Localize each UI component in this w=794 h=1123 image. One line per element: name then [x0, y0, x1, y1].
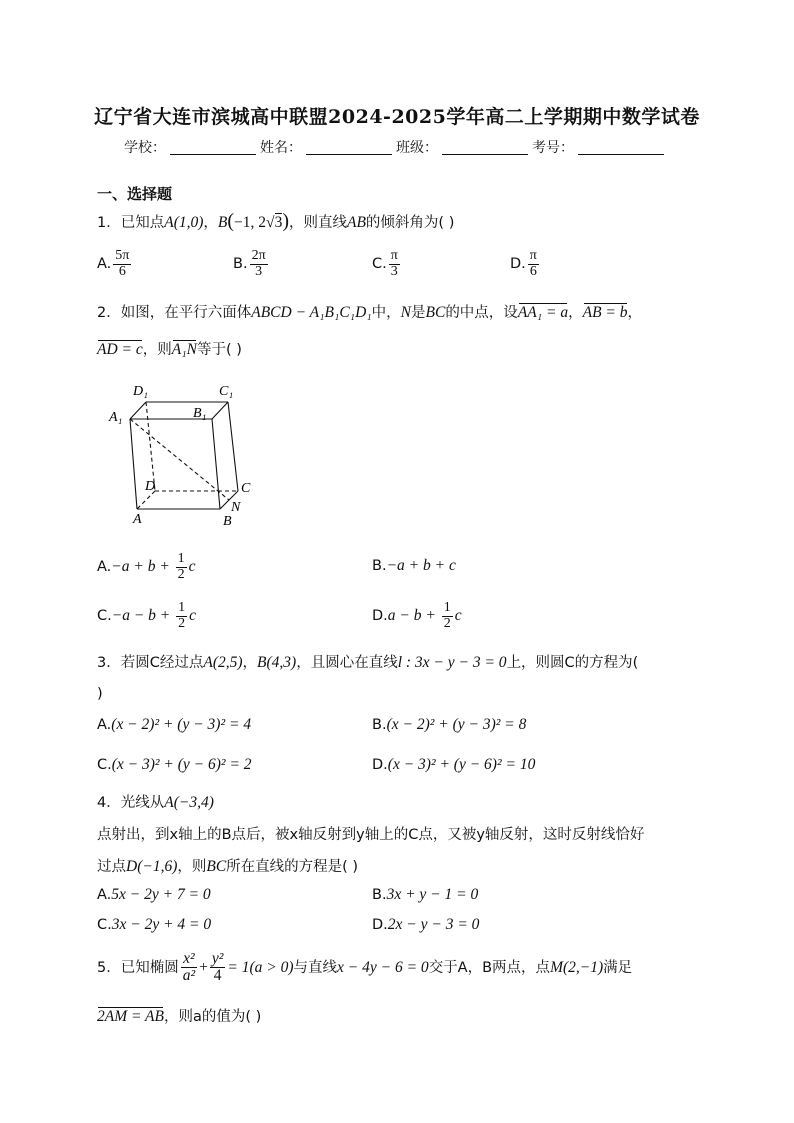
question-2-line-2: [97, 338, 242, 359]
q2-vector-a1n: A₁N: [171, 341, 197, 358]
label-b: B: [223, 514, 232, 529]
question-3-line-2: ): [97, 686, 103, 702]
fraction: [250, 249, 268, 279]
fraction-num: 1: [178, 600, 186, 615]
option-letter: D.: [372, 757, 388, 773]
option-letter: C.: [372, 256, 387, 273]
q1-sep: ，: [203, 215, 218, 231]
option-text: (x − 2)² + (y − 3)² = 8: [386, 716, 527, 733]
q5-mid: 与直线: [293, 959, 338, 976]
fraction-num: 2π: [251, 248, 266, 263]
q2-comma: ，: [568, 305, 583, 321]
option-letter: A.: [97, 717, 112, 733]
q3-option-a[interactable]: [97, 716, 251, 734]
q2-mid3: 的中点，设: [445, 305, 518, 321]
fraction-den: 6: [529, 263, 537, 279]
q2-n: N: [400, 304, 411, 321]
option-text: −a + b +: [111, 558, 174, 576]
q1-option-b[interactable]: [233, 249, 270, 279]
option-letter: B.: [372, 717, 387, 733]
option-letter: D.: [510, 256, 526, 273]
q5-plus: +: [199, 958, 208, 976]
page-title: 辽宁省大连市滨城高中联盟2024-2025学年高二上学期期中数学试卷: [94, 106, 700, 128]
q1-point-b-coords: −1, 2: [234, 214, 267, 231]
q2-option-b[interactable]: [372, 557, 456, 575]
option-letter: C.: [97, 608, 112, 625]
edge-d1a1: [130, 402, 146, 419]
fraction-num: x²: [181, 951, 197, 968]
option-text: a − b +: [387, 607, 440, 625]
fraction: [113, 249, 131, 279]
edge-b1b: [212, 419, 220, 509]
q5-vector-eq: 2AM = AB: [97, 1008, 164, 1025]
fraction: [389, 249, 400, 279]
option-text: 3x + y − 1 = 0: [386, 886, 479, 903]
name-blank[interactable]: [306, 140, 392, 155]
q3-option-c[interactable]: [97, 756, 252, 774]
q4-option-d[interactable]: [372, 916, 479, 934]
q5-end: 满足: [603, 959, 633, 976]
edge-b1c1: [212, 402, 228, 419]
q4-line3-end: 所在直线的方程是( ): [226, 859, 359, 875]
number-label: 考号：: [532, 140, 574, 156]
option-tail: c: [454, 607, 462, 625]
q3-comma: ，: [242, 655, 258, 671]
q3-end: 上，则圆C的方程为(: [506, 655, 639, 671]
q1-point-b-label: B: [217, 214, 228, 231]
q5-prefix: 5．已知椭圆: [97, 959, 179, 976]
q4-option-b[interactable]: [372, 886, 478, 904]
q2-option-c[interactable]: [97, 601, 196, 631]
q1-paren-open: (: [227, 210, 235, 232]
question-5-line-1: [97, 951, 632, 985]
label-c: C: [241, 481, 251, 496]
q1-option-d[interactable]: [510, 249, 541, 279]
q5-point-m: M(2,−1): [550, 958, 604, 976]
q2-vector-ab: AB = b: [582, 304, 628, 321]
school-label: 学校：: [124, 140, 166, 156]
option-letter: A.: [97, 256, 112, 273]
q1-ab: AB: [346, 214, 366, 231]
student-info: [124, 137, 668, 157]
option-text: (x − 3)² + (y − 6)² = 10: [387, 756, 536, 773]
q1-sqrt-value: 3: [274, 214, 283, 231]
q2-vector-ad: AD = c: [97, 341, 143, 358]
q4-prefix: 4．光线从: [97, 795, 165, 811]
q5-fraction-x: [181, 951, 197, 985]
section-heading: 一、选择题: [97, 185, 173, 203]
number-blank[interactable]: [578, 140, 664, 155]
q2-line2-end: 等于( ): [196, 342, 242, 358]
option-text: (x − 2)² + (y − 3)² = 4: [111, 716, 252, 733]
q1-paren-close: ): [282, 210, 289, 232]
option-letter: B.: [233, 256, 248, 273]
q5-eq: = 1(a > 0): [227, 958, 294, 976]
q5-fraction-y: [210, 951, 226, 985]
q5-line-eq: x − 4y − 6 = 0: [337, 958, 429, 976]
fraction-num: π: [529, 248, 537, 263]
q3-point-a: A(2,5): [203, 654, 243, 671]
q3-prefix: 3．若圆C经过点: [97, 655, 204, 671]
label-d: D: [145, 479, 156, 494]
q5-mid2: 交于A，B两点，点: [428, 959, 551, 976]
option-text: −a + b + c: [386, 557, 456, 574]
fraction-den: 2: [177, 566, 185, 582]
option-letter: A.: [97, 887, 112, 903]
question-5-line-2: [97, 1005, 261, 1026]
fraction-half: [176, 601, 187, 631]
q2-option-d[interactable]: [372, 601, 462, 631]
fraction-den: 2: [443, 615, 451, 631]
q2-line2-mid: ，则: [142, 342, 172, 358]
q4-line3-mid: ，则: [177, 859, 207, 875]
fraction-num: π: [390, 248, 398, 263]
q3-line-eq: l : 3x − y − 3 = 0: [397, 654, 507, 671]
fraction-num: 5π: [115, 248, 130, 263]
label-a1: A₁: [109, 410, 123, 425]
question-4-line-2: 点射出，到x轴上的B点后，被x轴反射到y轴上的C点，又被y轴反射，这时反射线恰好: [97, 827, 645, 843]
q4-option-a[interactable]: [97, 886, 211, 904]
q1-point-a: A(1,0): [164, 214, 204, 231]
fraction-den: a²: [182, 967, 196, 985]
fraction-half: [176, 552, 187, 582]
school-blank[interactable]: [170, 140, 256, 155]
q1-end: 的倾斜角为( ): [365, 215, 455, 231]
option-letter: C.: [97, 757, 112, 773]
fraction: [528, 249, 539, 279]
fraction-den: 6: [118, 263, 126, 279]
question-4-line-1: [97, 791, 214, 812]
q1-option-a[interactable]: [97, 249, 133, 279]
fraction-den: 2: [178, 615, 186, 631]
q4-option-c[interactable]: [97, 916, 211, 934]
option-letter: B.: [372, 887, 387, 903]
label-n: N: [231, 500, 241, 515]
option-letter: C.: [97, 917, 112, 933]
edge-c1c: [228, 402, 238, 491]
label-b1: B₁: [193, 406, 207, 421]
option-tail: c: [188, 558, 196, 576]
q1-sqrt: √3: [266, 214, 283, 231]
class-label: 班级：: [396, 140, 438, 156]
option-text: 3x − 2y + 4 = 0: [111, 916, 212, 933]
option-text: 5x − 2y + 7 = 0: [111, 886, 211, 903]
option-text: −a − b +: [111, 607, 175, 625]
fraction-den: 3: [390, 263, 398, 279]
fraction-num: 1: [177, 551, 185, 566]
name-label: 姓名：: [260, 140, 302, 156]
label-c1: C₁: [219, 384, 234, 399]
q4-point-d: D(−1,6): [126, 858, 178, 875]
label-a: A: [133, 512, 142, 527]
fraction-den: 3: [255, 263, 263, 279]
q2-solid: ABCD − A₁B₁C₁D₁: [251, 304, 372, 321]
option-letter: B.: [372, 558, 387, 574]
question-1: [97, 210, 454, 233]
fraction-den: 4: [213, 967, 222, 985]
parallelepiped-figure: [105, 375, 265, 530]
fraction-num: 1: [443, 600, 451, 615]
question-4-line-3: [97, 855, 358, 876]
q2-bc: BC: [425, 304, 446, 321]
q3-point-b: B(4,3): [257, 654, 297, 671]
q4-line3-prefix: 过点: [97, 859, 126, 875]
q3-mid: ，且圆心在直线: [296, 655, 398, 671]
class-blank[interactable]: [442, 140, 528, 155]
edge-d1d-hidden: [146, 402, 155, 491]
option-text: 2x − y − 3 = 0: [387, 916, 480, 933]
edge-a1a: [130, 419, 137, 509]
q4-bc: BC: [206, 858, 227, 875]
q4-point-a: A(−3,4): [164, 794, 214, 811]
fraction-num: y²: [211, 950, 224, 967]
q5-line2-end: ，则a的值为( ): [164, 1009, 262, 1025]
option-letter: D.: [372, 917, 388, 933]
q2-mid2: 是: [411, 305, 426, 321]
q2-mid: 中，: [371, 305, 401, 321]
fraction-half: [442, 601, 453, 631]
label-d1: D₁: [133, 384, 148, 399]
option-text: (x − 3)² + (y − 6)² = 2: [111, 756, 252, 773]
question-2-line-1: [97, 301, 642, 322]
question-3-line-1: [97, 651, 638, 672]
option-letter: A.: [97, 559, 112, 576]
option-tail: c: [189, 607, 197, 625]
option-letter: D.: [372, 608, 388, 625]
q2-option-a[interactable]: [97, 552, 196, 582]
q3-option-d[interactable]: [372, 756, 535, 774]
q2-vector-aa1: AA₁ = a: [517, 304, 569, 321]
q3-option-b[interactable]: [372, 716, 526, 734]
q2-comma-2: ，: [627, 305, 643, 321]
q2-prefix: 2．如图，在平行六面体: [97, 305, 252, 321]
q1-prefix: 1．已知点: [97, 215, 165, 231]
q1-option-c[interactable]: [372, 249, 402, 279]
q1-suffix: ，则直线: [288, 215, 347, 231]
